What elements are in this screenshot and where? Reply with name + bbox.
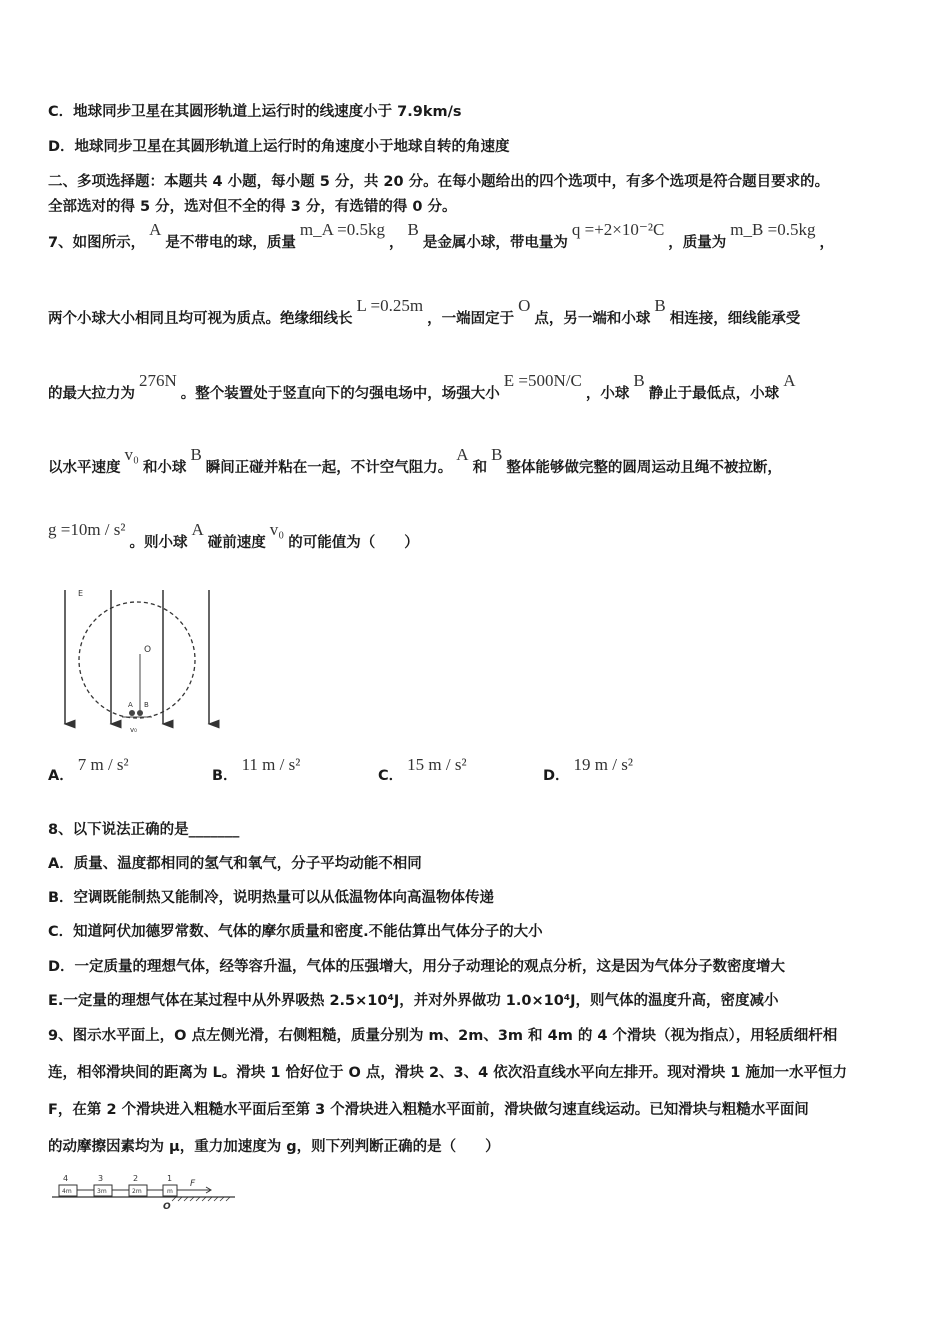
num-1: 1 (167, 1174, 173, 1183)
q9-line4: 的动摩擦因素均为 μ，重力加速度为 g，则下列判断正确的是（ ） (48, 1139, 500, 1155)
q9-line1: 9、图示水平面上，O 点左侧光滑，右侧粗糙，质量分别为 m、2m、3m 和 4m 的 4 个滑块（视为指点），用轻质细杆相 (48, 1028, 838, 1044)
q7-line5: g =10m / s²。则小球A碰前速度v₀的可能值为（ ） (48, 520, 419, 551)
label-b: B (144, 701, 149, 709)
q7-option-a[interactable]: A．7 m / s² (48, 755, 129, 784)
q7-option-b[interactable]: B．11 m / s² (212, 755, 301, 784)
label-o: O (144, 645, 152, 655)
section2-scoring: 全部选对的得 5 分，选对但不全的得 3 分，有选错的得 0 分。 (48, 199, 457, 215)
block-1-label: m (167, 1188, 173, 1195)
q6-option-d: D．地球同步卫星在其圆形轨道上运行时的角速度小于地球自转的角速度 (48, 139, 510, 155)
num-3: 3 (98, 1174, 104, 1183)
num-4: 4 (63, 1174, 69, 1183)
label-v0: v₀ (130, 726, 137, 734)
ball-a (129, 710, 135, 716)
q7-mass-b: m_B =0.5kg (730, 220, 816, 239)
force-label: F (190, 1179, 196, 1189)
q7-gravity: g =10m / s² (48, 520, 126, 539)
q7-figure (48, 582, 228, 742)
q7-option-d[interactable]: D．19 m / s² (543, 755, 633, 784)
ball-b (137, 710, 143, 716)
q8-option-b: B．空调既能制热又能制冷，说明热量可以从低温物体向高温物体传递 (48, 890, 495, 906)
section2-heading: 二、多项选择题：本题共 4 小题，每小题 5 分，共 20 分。在每小题给出的四个选项中，有多个选项是符合题目要求的。 (48, 174, 830, 190)
q7-line1: 7、如图所示，A是不带电的球，质量m_A =0.5kg，B是金属小球，带电量为q =+2×10⁻²C，质量为m_B =0.5kg， (48, 220, 834, 251)
q8-option-e: E.一定量的理想气体在某过程中从外界吸热 2.5×10⁴J，并对外界做功 1.0×10⁴J，则气体的温度升高，密度减小 (48, 993, 779, 1009)
q7-mass-a: m_A =0.5kg (299, 220, 386, 239)
q7-line2: 两个小球大小相同且均可视为质点。绝缘细线长L =0.25m，一端固定于O点，另一端和小球B相连接，细线能承受 (48, 296, 801, 327)
q8-option-d: D．一定质量的理想气体，经等容升温，气体的压强增大，用分子动理论的观点分析，这是因为气体分子数密度增大 (48, 959, 786, 975)
block-4-label: 4m (62, 1188, 72, 1195)
q7-field: E =500N/C (503, 371, 582, 390)
q7-charge: q =+2×10⁻²C (571, 220, 665, 239)
q7-option-c[interactable]: C．15 m / s² (378, 755, 467, 784)
q8-stem: 8、以下说法正确的是_______ (48, 822, 240, 838)
q9-line2: 连，相邻滑块间的距离为 L。滑块 1 恰好位于 O 点，滑块 2、3、4 依次沿直线水平向左排开。现对滑块 1 施加一水平恒力 (48, 1065, 847, 1081)
trajectory-circle (79, 602, 195, 718)
q8-option-c: C．知道阿伏加德罗常数、气体的摩尔质量和密度.不能估算出气体分子的大小 (48, 924, 543, 940)
q7-line3: 的最大拉力为276N。整个装置处于竖直向下的匀强电场中，场强大小E =500N/C，小球B静止于最低点，小球A (48, 371, 796, 402)
origin-label: O (163, 1202, 171, 1212)
num-2: 2 (133, 1174, 139, 1183)
q7-length: L =0.25m (356, 296, 424, 315)
field-lines (65, 590, 209, 724)
q9-line3: F，在第 2 个滑块进入粗糙水平面后至第 3 个滑块进入粗糙水平面前，滑块做匀速直线运动。已知滑块与粗糙水平面间 (48, 1102, 809, 1118)
block-2-label: 2m (132, 1188, 142, 1195)
q7-max-tension: 276N (139, 371, 177, 390)
label-a: A (128, 701, 133, 709)
q9-figure (50, 1170, 240, 1212)
q8-option-a: A．质量、温度都相同的氢气和氧气，分子平均动能不相同 (48, 856, 422, 872)
q6-option-c: C．地球同步卫星在其圆形轨道上运行时的线速度小于 7.9km/s (48, 104, 462, 120)
label-e: E (78, 589, 84, 598)
block-3-label: 3m (97, 1188, 107, 1195)
q7-line4: 以水平速度v₀和小球B瞬间正碰并粘在一起，不计空气阻力。A和B整体能够做完整的圆周运动且绳不被拉断， (48, 445, 782, 476)
